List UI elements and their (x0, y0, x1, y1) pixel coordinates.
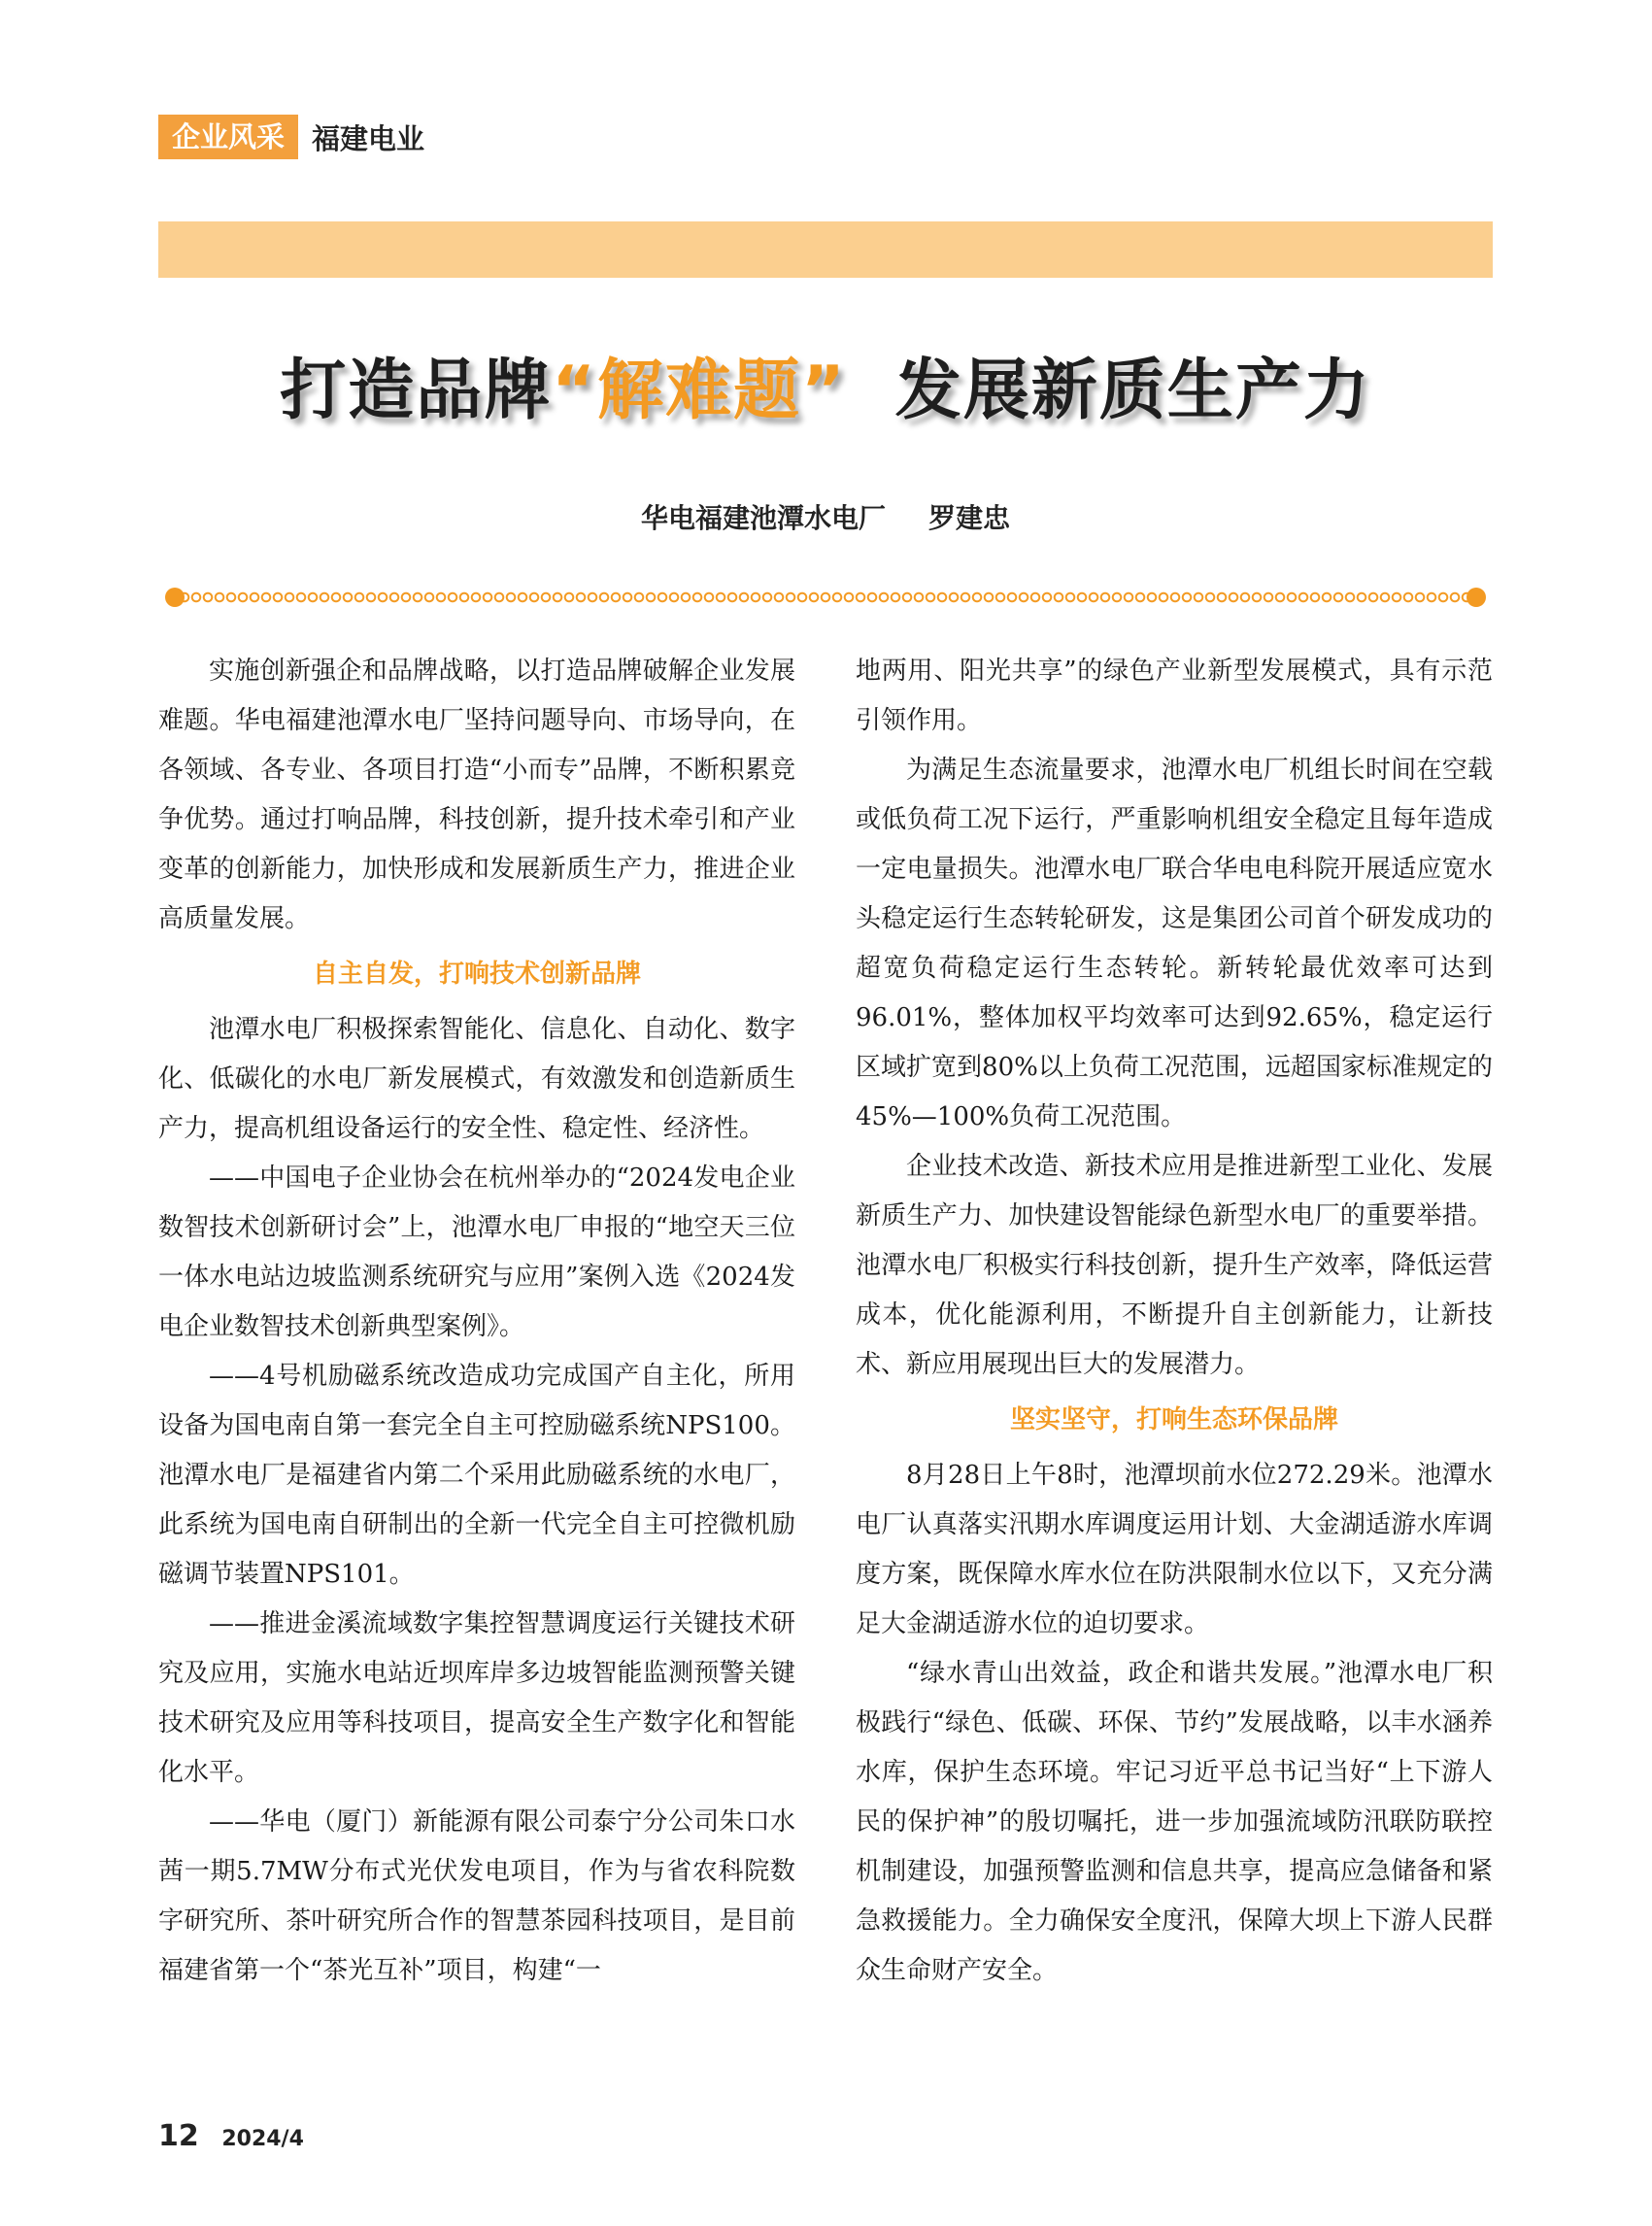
section-heading: 自主自发，打响技术创新品牌 (312, 960, 641, 989)
paragraph: ——中国电子企业协会在杭州举办的“2024发电企业数智技术创新研讨会”上，池潭水电厂申报的“地空天三位一体水电站边坡监测系统研究与应用”案例入选《2024发电企业数智技术创新典型案例》。 (158, 1164, 795, 1341)
page-number: 12 (158, 2119, 199, 2153)
paragraph: 企业技术改造、新技术应用是推进新型工业化、发展新质生产力、加快建设智能绿色新型水电厂的重要举措。池潭水电厂积极实行科技创新，提升生产效率，降低运营成本，优化能源利用，不断提升自主创新能力，让新技术、新应用展现出巨大的发展潜力。 (856, 1152, 1493, 1379)
byline-org: 华电福建池潭水电厂 (640, 502, 886, 534)
page-footer (158, 2119, 304, 2153)
paragraph: 为满足生态流量要求，池潭水电厂机组长时间在空载或低负荷工况下运行，严重影响机组安全稳定且每年造成一定电量损失。池潭水电厂联合华电电科院开展适应宽水头稳定运行生态转轮研发，这是集团公司首个研发成功的超宽负荷稳定运行生态转轮。新转轮最优效率可达到96.01%，整体加权平均效率可达到92.65%，稳定运行区域扩宽到80%以上负荷工况范围，远超国家标准规定的45%—100%负荷工况范围。 (856, 756, 1493, 1131)
paragraph: ——华电（厦门）新能源有限公司泰宁分公司朱口水茜一期5.7MW分布式光伏发电项目，作为与省农科院数字研究所、茶叶研究所合作的智慧茶园科技项目，是目前福建省第一个“茶光互补”项目，构建“一 (158, 1807, 795, 1985)
left-column (158, 647, 795, 1996)
right-column (856, 647, 1493, 1996)
title-part-2: 发展新质生产力 (894, 353, 1371, 429)
byline-author: 罗建忠 (928, 502, 1011, 534)
magazine-name: 福建电业 (312, 121, 425, 155)
article-title (158, 338, 1493, 432)
title-highlight: “解难题” (552, 353, 847, 429)
divider-line (179, 591, 1472, 603)
section-header (158, 115, 424, 159)
issue-number: 2024/4 (221, 2127, 304, 2151)
title-part-1: 打造品牌 (280, 353, 553, 429)
paragraph: ——4号机励磁系统改造成功完成国产自主化，所用设备为国电南自第一套完全自主可控励磁系统NPS100。池潭水电厂是福建省内第二个采用此励磁系统的水电厂，此系统为国电南自研制出的全新一代完全自主可控微机励磁调节装置NPS101。 (158, 1362, 795, 1589)
decorative-banner (158, 221, 1493, 278)
paragraph: 池潭水电厂积极探索智能化、信息化、自动化、数字化、低碳化的水电厂新发展模式，有效激发和创造新质生产力，提高机组设备运行的安全性、稳定性、经济性。 (158, 1015, 795, 1143)
paragraph: “绿水青山出效益，政企和谐共发展。”池潭水电厂积极践行“绿色、低碳、环保、节约”发展战略，以丰水涵养水库，保护生态环境。牢记习近平总书记当好“上下游人民的保护神”的殷切嘱托，进一步加强流域防汛联防联控机制建设，加强预警监测和信息共享，提高应急储备和紧急救援能力。全力确保安全度汛，保障大坝上下游人民群众生命财产安全。 (856, 1659, 1493, 1985)
section-heading: 坚实坚守，打响生态环保品牌 (1009, 1405, 1338, 1434)
dotted-divider (165, 587, 1486, 608)
byline (158, 497, 1493, 536)
divider-dot-right (1467, 588, 1486, 607)
paragraph: 8月28日上午8时，池潭坝前水位272.29米。池潭水电厂认真落实汛期水库调度运用计划、大金湖适游水库调度方案，既保障水库水位在防洪限制水位以下，又充分满足大金湖适游水位的迫切要求。 (856, 1461, 1493, 1638)
paragraph: 实施创新强企和品牌战略，以打造品牌破解企业发展难题。华电福建池潭水电厂坚持问题导向、市场导向，在各领域、各专业、各项目打造“小而专”品牌，不断积累竞争优势。通过打响品牌，科技创新，提升技术牵引和产业变革的创新能力，加快形成和发展新质生产力，推进企业高质量发展。 (158, 657, 795, 933)
section-tag: 企业风采 (158, 115, 298, 159)
paragraph: ——推进金溪流域数字集控智慧调度运行关键技术研究及应用，实施水电站近坝库岸多边坡智能监测预警关键技术研究及应用等科技项目，提高安全生产数字化和智能化水平。 (158, 1609, 795, 1787)
paragraph: 地两用、阳光共享”的绿色产业新型发展模式，具有示范引领作用。 (856, 657, 1493, 735)
